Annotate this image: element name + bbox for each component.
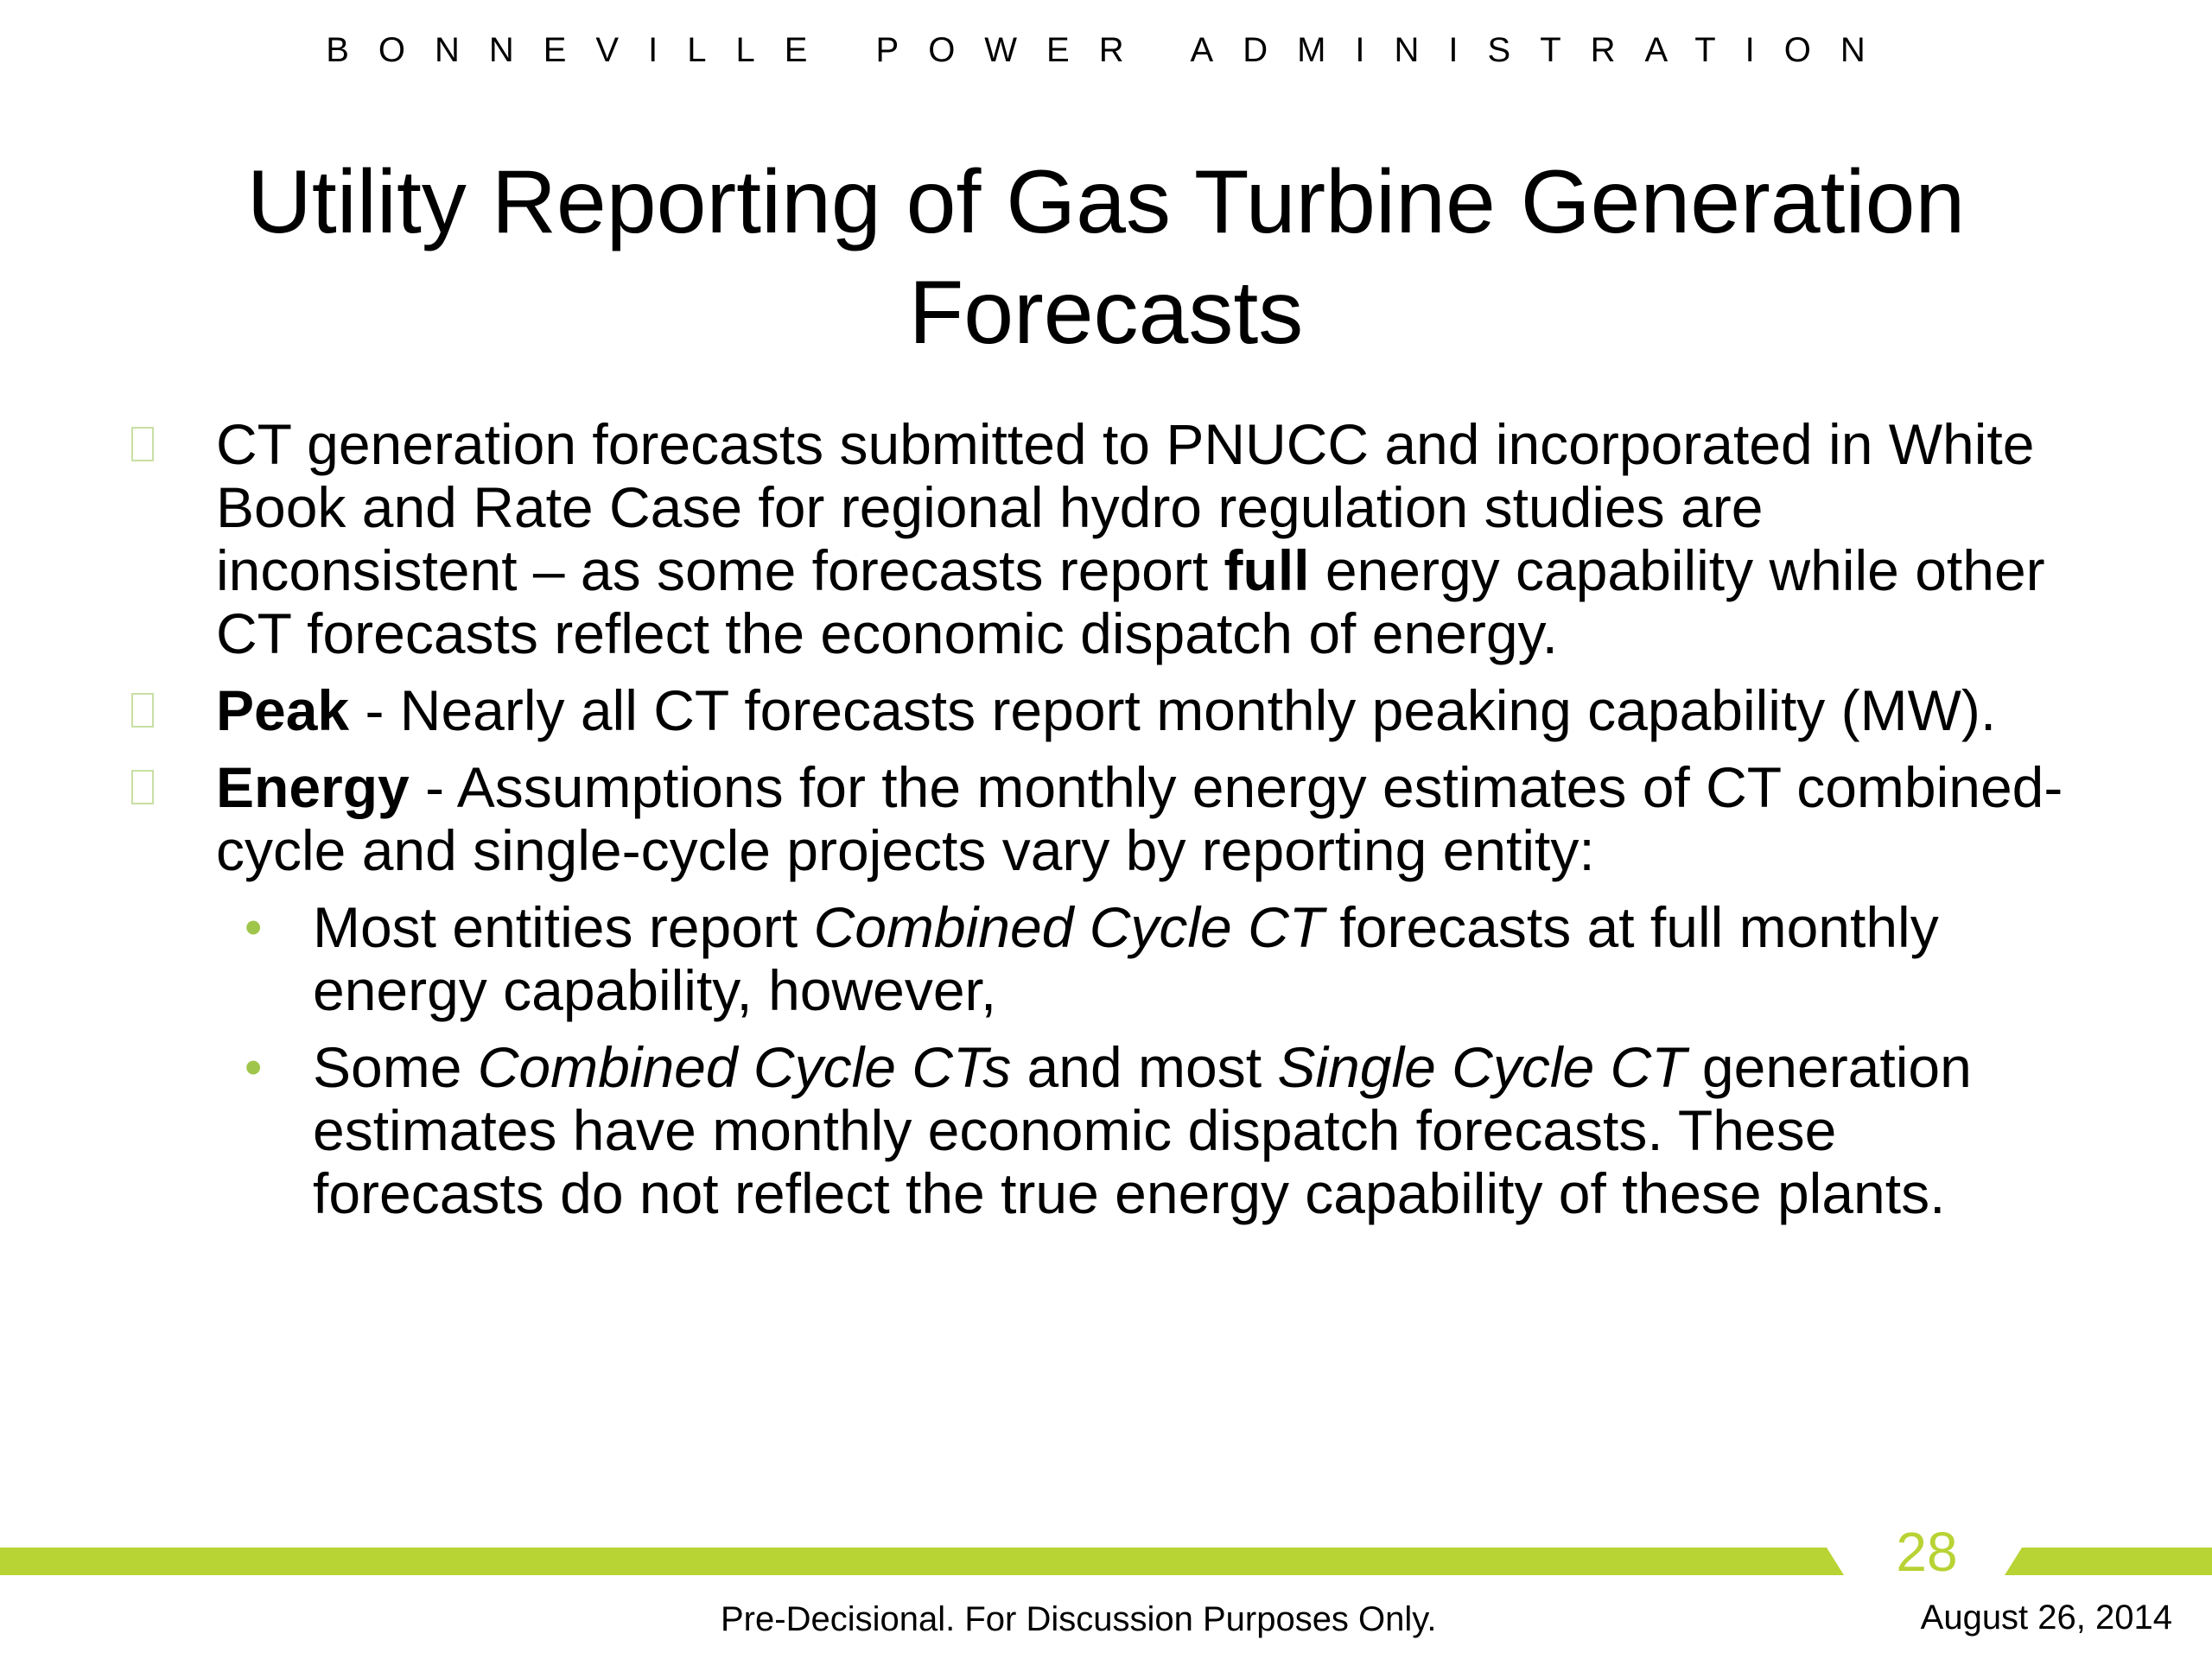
bullet-inconsistent-forecasts: CT generation forecasts submitted to PNUCC and incorporated in White Book and Rate Case for regional hydro regulation studies are inconsistent – as some forecasts report full energy capability while other CT forecasts reflect the economic dispatch of energy. — [0, 413, 2074, 665]
box-bullet-icon — [131, 693, 154, 728]
page-number: 28 — [1896, 1521, 1958, 1583]
footer-date: August 26, 2014 — [1920, 1599, 2172, 1637]
slide-title — [156, 147, 2056, 368]
sub-bullet-combined-cycle: • Most entities report Combined Cycle CT forecasts at full monthly energy capability, however, — [245, 895, 1939, 1022]
slide-content — [0, 413, 2212, 1239]
dot-bullet-icon: • — [245, 899, 263, 956]
slide-title-line1: Utility Reporting of Gas Turbine Generation — [246, 152, 1966, 252]
slide-title-line2: Forecasts — [908, 263, 1304, 363]
footer-accent-bar-right — [2005, 1548, 2212, 1575]
box-bullet-icon — [131, 770, 154, 804]
bullet-peak: Peak - Nearly all CT forecasts report monthly peaking capability (MW). — [0, 679, 2074, 742]
dot-bullet-icon: • — [245, 1039, 263, 1096]
organization-header: BONNEVILLE POWER ADMINISTRATION — [326, 31, 1895, 69]
sub-bullet-single-cycle: • Some Combined Cycle CTs and most Single Cycle CT generation estimates have monthly economic dispatch forecasts. These forecasts do not reflect the true energy capability of these plants. — [245, 1035, 1972, 1225]
box-bullet-icon — [131, 427, 154, 461]
bullet-energy: Energy - Assumptions for the monthly energy estimates of CT combined-cycle and single-cycle projects vary by reporting entity: — [0, 756, 2074, 882]
footer-disclaimer: Pre-Decisional. For Discussion Purposes Only. — [721, 1600, 1437, 1638]
footer-accent-bar-left — [0, 1548, 1844, 1575]
